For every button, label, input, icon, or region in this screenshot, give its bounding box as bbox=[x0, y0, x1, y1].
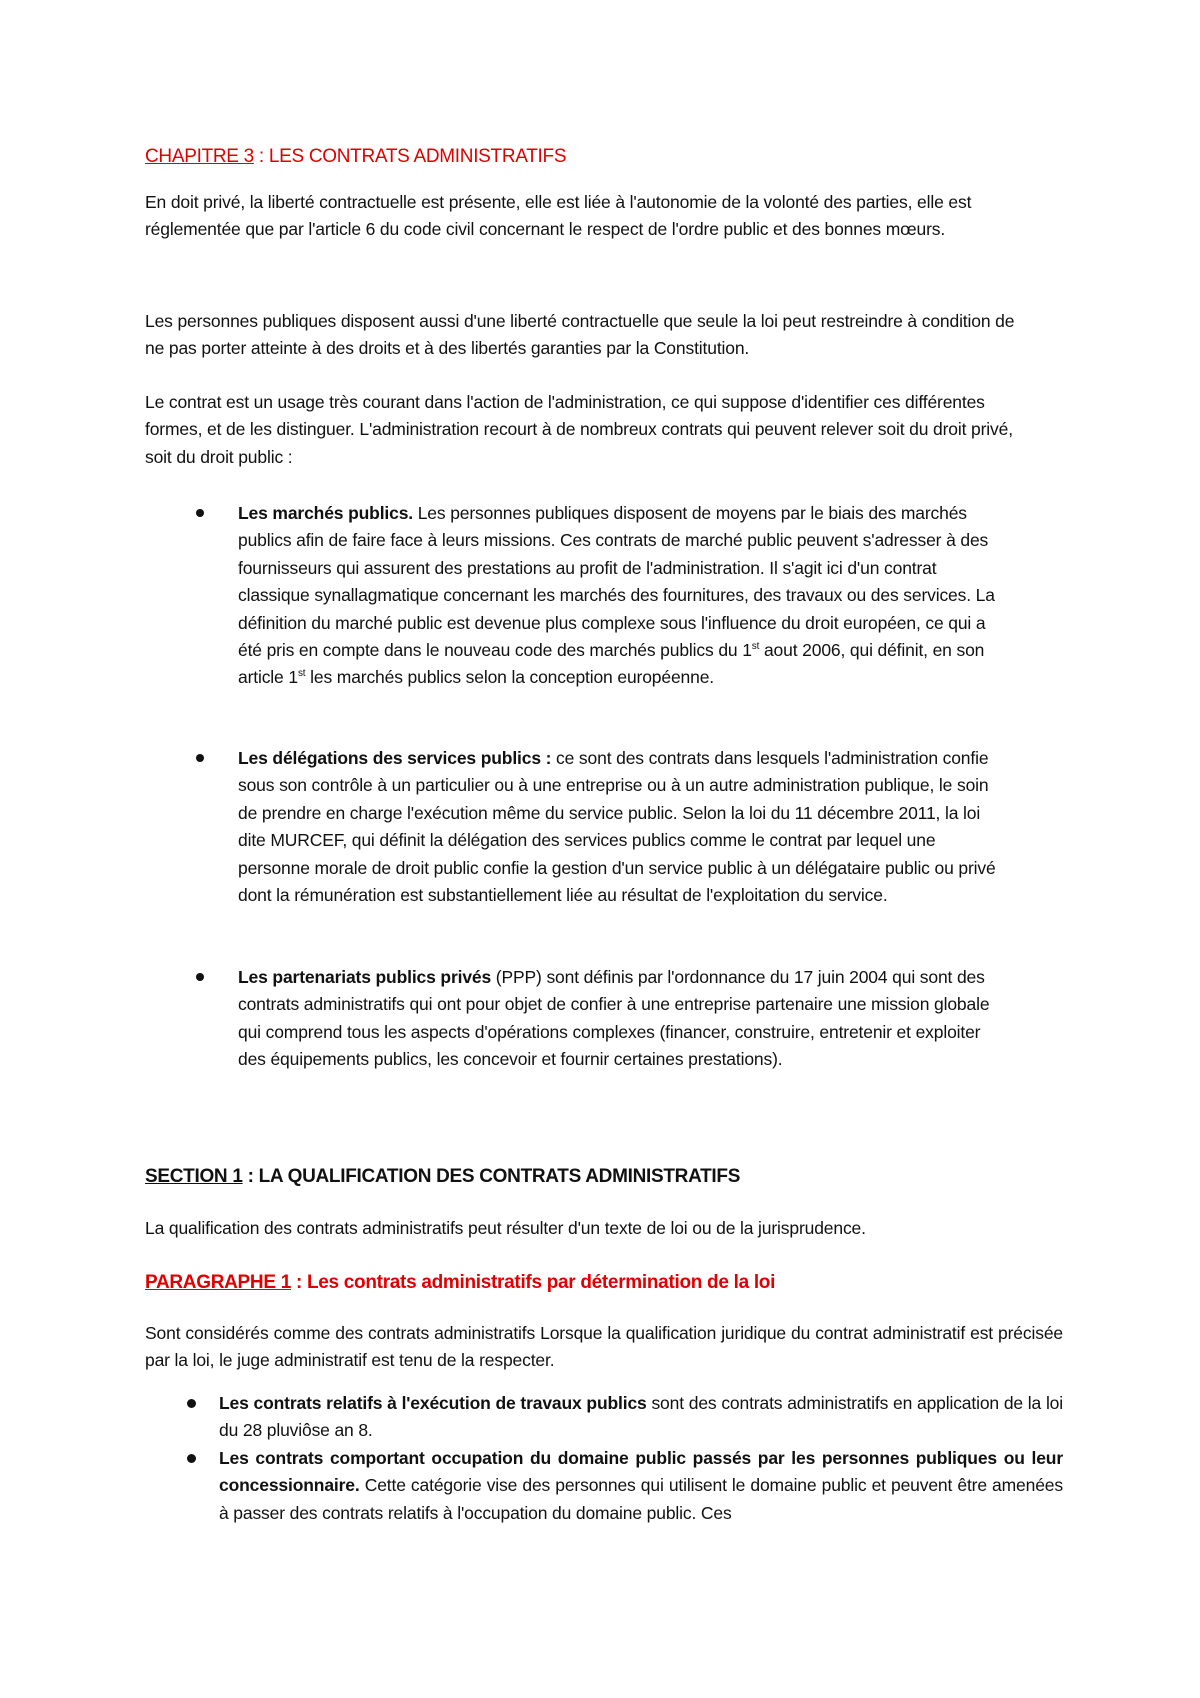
document-page bbox=[145, 0, 1063, 1698]
section-heading bbox=[145, 1166, 740, 1188]
occupation-text: Cette catégorie vise des personnes qui utilisent le domaine public et peuvent être amenées à passer des contrats relatifs à l'occupation du domaine public. Ces bbox=[219, 1475, 1063, 1523]
bullet-icon bbox=[196, 754, 204, 762]
section-title: LA QUALIFICATION DES CONTRATS ADMINISTRATIFS bbox=[258, 1166, 741, 1187]
marches-text-2: aout 2006, qui définit, en son article 1 bbox=[238, 640, 985, 688]
travaux-text: sont des contrats administratifs en application de la loi du 28 pluviôse an 8. bbox=[219, 1393, 1064, 1441]
contract-types-list bbox=[145, 500, 1063, 692]
travaux-bold: Les contrats relatifs à l'exécution de travaux publics bbox=[219, 1393, 647, 1413]
paragraph-separator: : bbox=[290, 1272, 307, 1293]
delegations-bold: Les délégations des services publics : bbox=[238, 748, 552, 768]
bullet-icon bbox=[196, 973, 204, 981]
chapter-heading bbox=[145, 146, 566, 168]
chapter-title: LES CONTRATS ADMINISTRATIFS bbox=[268, 146, 567, 167]
list-item-occupation bbox=[145, 1445, 1063, 1527]
list-item-marches bbox=[145, 500, 1003, 692]
marches-text-1: Les personnes publiques disposent de moyens par le biais des marchés publics afin de faire face à leurs missions. Ces contrats de marché public peuvent s'adresser à des fournisseurs qui assurent des prestations au profit de l'administration. Il s'agit ici d'un contrat classique synallagmatique concernant les marchés des fournitures, des travaux ou des services. La définition du marché public est devenue plus complexe sous l'influence du droit européen, ce qui a été pris en compte dans le nouveau code des marchés publics du 1 bbox=[238, 503, 995, 661]
bullet-icon bbox=[187, 1399, 196, 1408]
marches-bold: Les marchés publics. bbox=[238, 503, 413, 523]
paragraph-text: Sont considérés comme des contrats administratifs Lorsque la qualification juridique du contrat administratif est précisée par la loi, le juge administratif est tenu de la respecter. bbox=[145, 1323, 1063, 1371]
ppp-text: (PPP) sont définis par l'ordonnance du 17 juin 2004 qui sont des contrats administratifs qui ont pour objet de confier à une entreprise partenaire une mission globale qui comprend tous les aspects d'opérations complexes (financer, construire, entretenir et exploiter des équipements publics, les concevoir et fournir certaines prestations). bbox=[238, 967, 990, 1070]
contract-types-list-3 bbox=[145, 964, 1063, 1074]
marches-text-3: les marchés publics selon la conception européenne. bbox=[305, 667, 714, 688]
law-contracts-list bbox=[145, 1390, 1063, 1527]
section-intro: La qualification des contrats administratifs peut résulter d'un texte de loi ou de la jurisprudence. bbox=[145, 1218, 866, 1238]
paragraph-title: Les contrats administratifs par détermination de la loi bbox=[306, 1272, 776, 1293]
list-item-travaux bbox=[145, 1390, 1063, 1445]
occupation-bold: Les contrats comportant occupation du domaine public passés par les personnes publiques ou leur concessionnaire. bbox=[219, 1447, 1063, 1496]
bullet-icon bbox=[196, 509, 204, 517]
ppp-bold: Les partenariats publics privés bbox=[238, 967, 492, 987]
paragraph-heading bbox=[145, 1272, 775, 1294]
contract-types-list-2 bbox=[145, 745, 1063, 909]
delegations-text: ce sont des contrats dans lesquels l'administration confie sous son contrôle à un particulier ou à une entreprise ou à un autre administration publique, le soin de prendre en charge l'exécution même du service public. Selon la loi du 11 décembre 2011, la loi dite MURCEF, qui définit la délégation des services publics comme le contrat par lequel une personne morale de droit public confie la gestion d'un service public à un délégataire public ou privé dont la rémunération est substantiellement liée au résultat de l'exploitation du service. bbox=[238, 748, 996, 906]
bullet-icon bbox=[187, 1454, 196, 1463]
section-separator: : bbox=[242, 1166, 259, 1187]
list-item-delegations bbox=[145, 745, 1003, 909]
list-item-ppp bbox=[145, 964, 1003, 1074]
chapter-label: CHAPITRE 3 bbox=[145, 146, 254, 167]
section-label: SECTION 1 bbox=[145, 1166, 243, 1187]
marches-sup-1: st bbox=[751, 641, 760, 653]
chapter-separator: : bbox=[253, 146, 269, 167]
paragraph-label: PARAGRAPHE 1 bbox=[145, 1272, 291, 1293]
intro-paragraph-2: Les personnes publiques disposent aussi d'une liberté contractuelle que seule la loi peut restreindre à condition de ne pas porter atteinte à des droits et à des libertés garanties par la Constitution. bbox=[145, 311, 1015, 359]
intro-paragraph-3: Le contrat est un usage très courant dans l'action de l'administration, ce qui suppose d'identifier ces différentes formes, et de les distinguer. L'administration recourt à de nombreux contrats qui peuvent relever soit du droit privé, soit du droit public : bbox=[145, 392, 1013, 467]
marches-sup-2: st bbox=[297, 668, 306, 680]
intro-paragraph-1: En doit privé, la liberté contractuelle est présente, elle est liée à l'autonomie de la volonté des parties, elle est réglementée que par l'article 6 du code civil concernant le respect de l'ordre public et des bonnes mœurs. bbox=[145, 192, 972, 240]
